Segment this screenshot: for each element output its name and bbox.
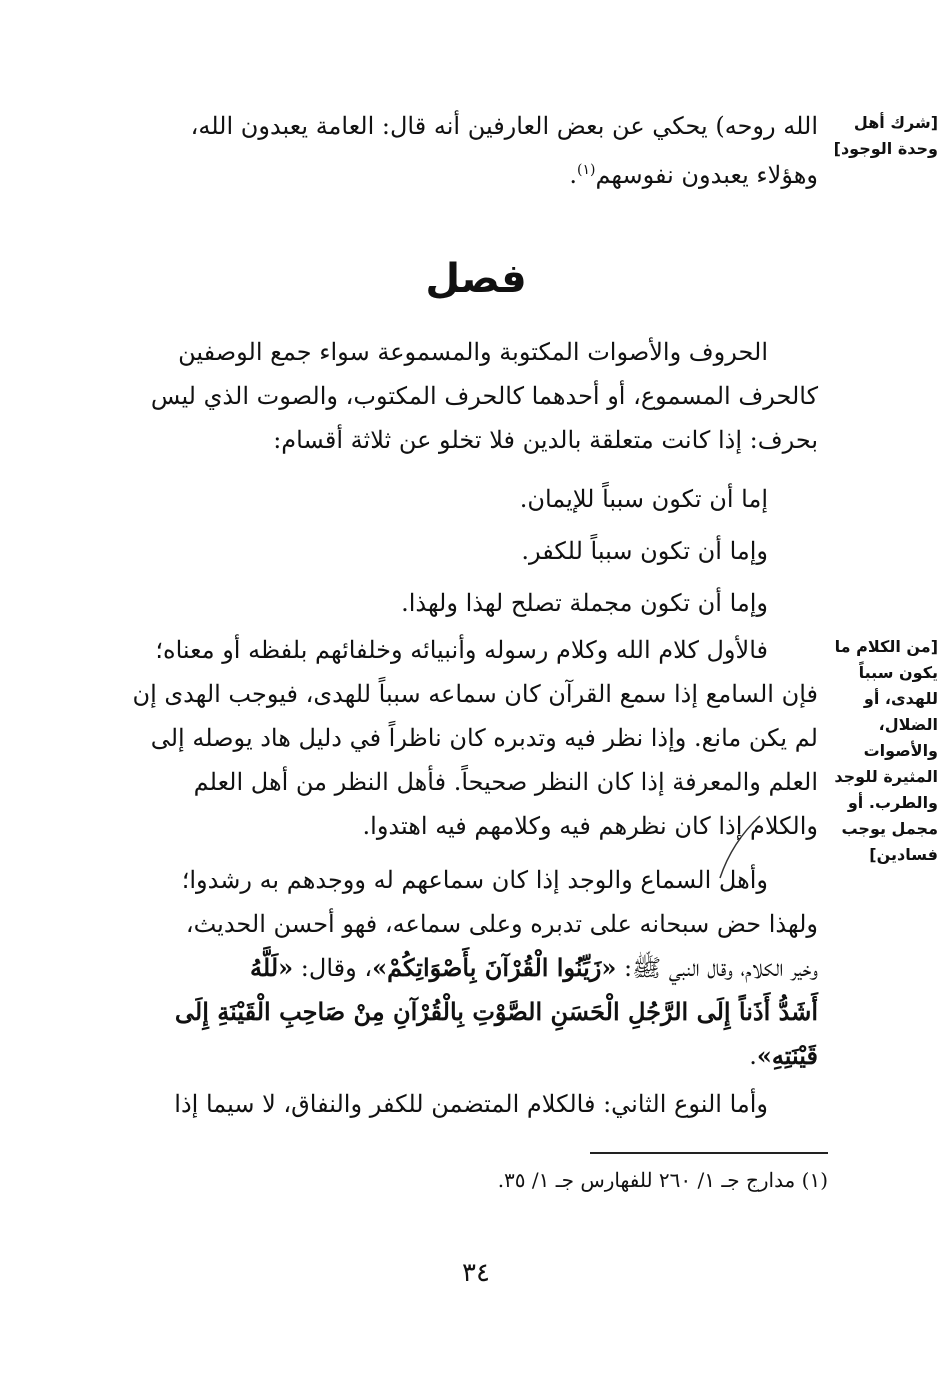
footnote: (١) مدارج جـ ١/ ٢٦٠ للفهارس جـ ١/ ٣٥. <box>497 1168 828 1192</box>
section-heading: فصل <box>425 256 527 302</box>
page-number: ٣٤ <box>462 1258 490 1288</box>
paragraph-2-line-5: والكلام إذا كان نظرهم فيه وكلامهم فيه اهتدوا. <box>362 812 818 840</box>
paragraph-3-line-1: وأهل السماع والوجد إذا كان سماعهم له ووجدهم به رشدوا؛ <box>181 866 768 894</box>
paragraph-1 <box>76 330 818 462</box>
paragraph-1-line-1: الحروف والأصوات المكتوبة والمسموعة سواء جمع الوصفين <box>178 338 768 366</box>
hadith-quote-1: «زَيِّنُوا الْقُرْآنَ بِأَصْوَاتِكُمْ» <box>372 953 617 982</box>
top-passage-line-2-end: . <box>569 161 577 189</box>
footnote-divider <box>590 1152 828 1154</box>
hadith-quote-2-start: «لَلَّهُ <box>250 953 294 982</box>
hadith-quote-2-line: أَشَدُّ أَذَناً إِلَى الرَّجُلِ الْحَسَنِ الصَّوْتِ بِالْقُرْآنِ مِنْ صَاحِبِ الْقَيْنَةِ إِلَى <box>174 997 818 1026</box>
paragraph-2-line-4: العلم والمعرفة إذا كان النظر صحيحاً. فأهل النظر من أهل العلم <box>193 768 818 796</box>
paragraph-3-line-5-end: . <box>749 1042 757 1070</box>
paragraph-3-line-3 <box>76 946 818 990</box>
footnote-ref[interactable]: (١) <box>576 162 596 178</box>
paragraph-3 <box>76 858 818 1078</box>
paragraph-2-line-1: فالأول كلام الله وكلام رسوله وأنبيائه وخلفائهم بلفظه أو معناه؛ <box>155 636 768 664</box>
paragraph-4 <box>76 1082 818 1126</box>
paragraph-1-line-3: بحرف: إذا كانت متعلقة بالدين فلا تخلو عن ثلاثة أقسام: <box>273 426 818 454</box>
paragraph-1-line-2: كالحرف المسموع، أو أحدهما كالحرف المكتوب، والصوت الذي ليس <box>150 382 818 410</box>
paragraph-3-line-2: ولهذا حض سبحانه على تدبره وعلى سماعه، فهو أحسن الحديث، <box>185 910 818 938</box>
list-item: وإما أن تكون سبباً للكفر. <box>521 537 768 565</box>
list-item: وإما أن تكون مجملة تصلح لهذا ولهذا. <box>401 589 768 617</box>
top-passage-line-2-text: وهؤلاء يعبدون نفوسهم <box>595 161 818 189</box>
paragraph-2-line-3: لم يكن مانع. وإذا نظر فيه وتدبره كان ناظراً في دليل هاد يوصله إلى <box>150 724 818 752</box>
paragraph-4-line-1: وأما النوع الثاني: فالكلام المتضمن للكفر والنفاق، لا سيما إذا <box>174 1090 768 1118</box>
side-note-shirk-text: [شرك أهل وحدة الوجود] <box>833 113 938 158</box>
top-passage-line-1: الله روحه) يحكي عن بعض العارفين أنه قال: العامة يعبدون الله، <box>190 112 818 140</box>
list-item: إما أن تكون سبباً للإيمان. <box>519 485 768 513</box>
paragraph-3-line-3-b: ، وقال: <box>293 954 373 982</box>
side-note-shirk <box>828 110 938 162</box>
division-list <box>76 473 818 629</box>
paragraph-3-line-5 <box>76 1034 818 1078</box>
hadith-quote-2-end: قَيْنَتِهِ» <box>756 1041 818 1070</box>
top-passage-line-2 <box>76 148 818 197</box>
side-note-speech-types-text: [من الكلام ما يكون سبباً للهدى، أو الضلال، والأصوات المثيرة للوجد والطرب. أو مجمل يوجب فسادين] <box>834 637 938 864</box>
paragraph-2 <box>76 628 818 848</box>
paragraph-2-line-2: فإن السامع إذا سمع القرآن كان سماعه سبباً للهدى، فيوجب الهدى إن <box>132 680 818 708</box>
paragraph-3-line-3-a: وخير الكلام، وقال النبي ﷺ: <box>616 954 818 982</box>
side-note-speech-types <box>828 634 938 868</box>
top-passage <box>76 104 818 197</box>
